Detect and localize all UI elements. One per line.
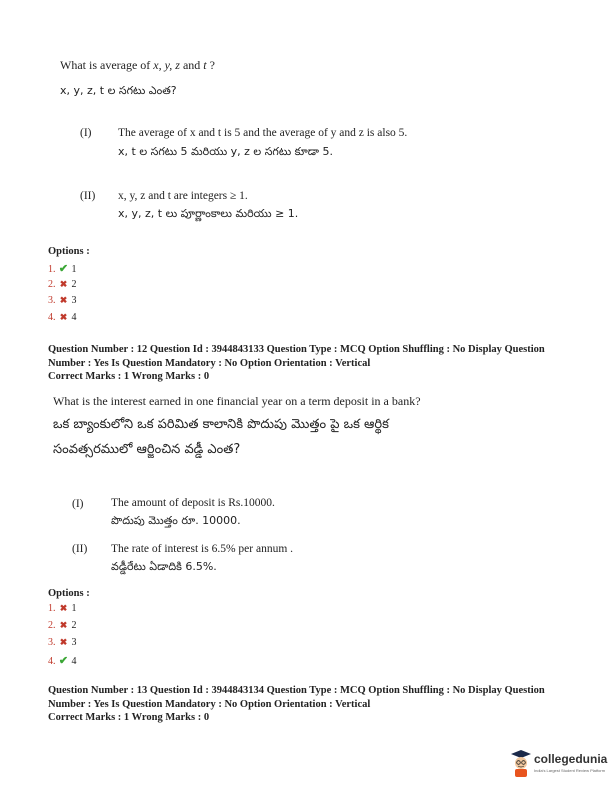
- option-number: 1.: [48, 264, 56, 275]
- correct-check-icon: ✔: [58, 263, 69, 275]
- q12-option-4[interactable]: [48, 654, 77, 667]
- option-number: 3.: [48, 295, 56, 306]
- q12-stmt1-en: The amount of deposit is Rs.10000.: [111, 497, 275, 509]
- q11-question-en: [60, 58, 215, 73]
- q11-stmt1-en: The average of x and t is 5 and the average of y and z is also 5.: [118, 127, 408, 139]
- q12-meta: Question Number : 12 Question Id : 3944843133 Question Type : MCQ Option Shuffling : No Display Question Number : Yes Is Question Mandatory : No Option Orientation : Vertical: [48, 344, 545, 369]
- q11-stmt2-te: x, y, z, t లు పూర్ణాంకాలు మరియు ≥ 1.: [118, 207, 299, 220]
- q12-option-1[interactable]: [48, 603, 77, 614]
- q11-option-4[interactable]: [48, 312, 77, 323]
- q12-stmt2-en: The rate of interest is 6.5% per annum .: [111, 543, 294, 555]
- q12-stmt1-label: (I): [72, 498, 84, 510]
- q11-question-suffix: ?: [206, 58, 215, 72]
- q12-stmt2-te: వడ్డీరేటు ఏడాదికి 6.5%.: [111, 560, 217, 573]
- option-value: 1: [71, 264, 77, 275]
- q11-question-mid: and: [179, 58, 204, 72]
- q13-meta: Question Number : 13 Question Id : 3944843134 Question Type : MCQ Option Shuffling : No Display Question Number : Yes Is Question Mandatory : No Option Orientation : Vertical: [48, 685, 545, 710]
- q12-stmt2-label: (II): [72, 543, 88, 555]
- option-number: 2.: [48, 620, 56, 631]
- q11-option-2[interactable]: [48, 279, 77, 290]
- option-value: 2: [71, 279, 77, 290]
- q11-option-3[interactable]: [48, 295, 77, 306]
- q12-marks: Correct Marks : 1 Wrong Marks : 0: [48, 371, 210, 382]
- q12-options-label: Options :: [48, 588, 90, 599]
- wrong-cross-icon: ✖: [59, 637, 68, 647]
- wrong-cross-icon: ✖: [59, 295, 68, 305]
- collegedunia-logo: [510, 749, 610, 779]
- option-value: 4: [71, 312, 77, 323]
- wrong-cross-icon: ✖: [59, 279, 68, 289]
- option-value: 3: [71, 295, 77, 306]
- q11-stmt2-label: (II): [80, 190, 96, 202]
- q12-question-te-1: ఒక బ్యాంకులోని ఒక పరిమిత కాలానికి పొదుపు మొత్తం పై ఒక ఆర్థిక: [53, 417, 389, 432]
- q11-question-te: x, y, z, t ల సగటు ఎంత?: [60, 84, 177, 97]
- wrong-cross-icon: ✖: [59, 603, 68, 613]
- q11-option-1[interactable]: [48, 262, 77, 275]
- logo-wordmark: collegedunia: [534, 752, 608, 766]
- option-number: 4.: [48, 312, 56, 323]
- wrong-cross-icon: ✖: [59, 312, 68, 322]
- option-number: 2.: [48, 279, 56, 290]
- q11-question-vars: x, y, z: [153, 58, 180, 72]
- q12-option-2[interactable]: [48, 620, 77, 631]
- option-number: 1.: [48, 603, 56, 614]
- q11-question-t: t: [203, 58, 207, 72]
- q12-question-te-2: సంవత్సరములో ఆర్జించిన వడ్డీ ఎంత?: [53, 442, 241, 457]
- q12-option-3[interactable]: [48, 637, 77, 648]
- option-number: 4.: [48, 656, 56, 667]
- logo-tagline: India's Largest Student Review Platform: [534, 768, 606, 773]
- q11-stmt1-te: x, t ల సగటు 5 మరియు y, z ల సగటు కూడా 5.: [118, 145, 333, 158]
- option-value: 1: [71, 603, 77, 614]
- q13-marks: Correct Marks : 1 Wrong Marks : 0: [48, 712, 210, 723]
- option-value: 3: [71, 637, 77, 648]
- option-value: 4: [71, 656, 77, 667]
- graduate-mascot-icon: [510, 749, 532, 777]
- wrong-cross-icon: ✖: [59, 620, 68, 630]
- q11-question-prefix: What is average of: [60, 58, 154, 72]
- correct-check-icon: ✔: [58, 655, 69, 667]
- q12-question-en: What is the interest earned in one financial year on a term deposit in a bank?: [53, 394, 421, 408]
- q11-stmt2-en: x, y, z and t are integers ≥ 1.: [118, 190, 248, 202]
- q12-stmt1-te: పొదుపు మొత్తం రూ. 10000.: [111, 514, 241, 527]
- q11-options-label: Options :: [48, 246, 90, 257]
- option-value: 2: [71, 620, 77, 631]
- option-number: 3.: [48, 637, 56, 648]
- q11-stmt1-label: (I): [80, 127, 92, 139]
